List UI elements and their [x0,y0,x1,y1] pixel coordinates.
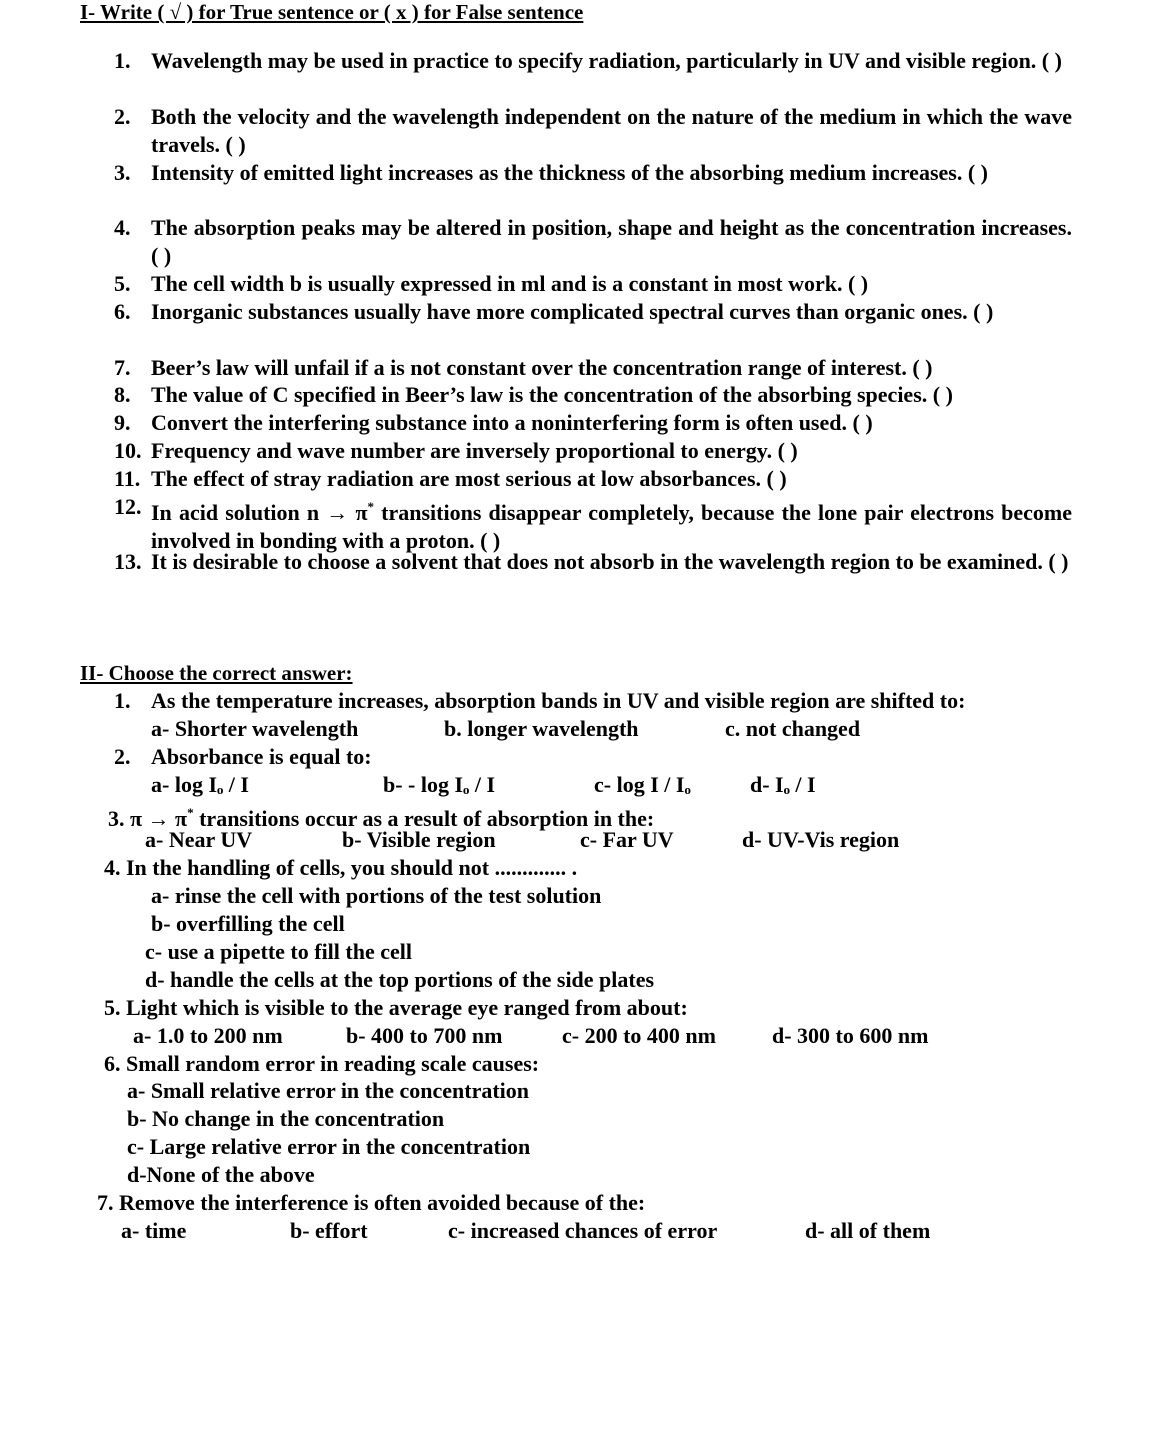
mc-q3-option-d: d- UV-Vis region [742,827,900,852]
tf-item-8: 8. The value of C specified in Beer’s law is the concentration of the absorbing species. ( ) [114,382,953,407]
mc-q7-option-a: a- time [121,1218,187,1243]
tf-item-7: 7. Beer’s law will unfail if a is not constant over the concentration range of interest. ( ) [114,355,933,380]
mc-q6-option-a: a- Small relative error in the concentration [127,1078,530,1103]
mc-q6-text: 6. Small random error in reading scale causes: [104,1051,540,1076]
mc-q4-text: 4. In the handling of cells, you should not ............. . [104,855,578,880]
mc-q3-option-b: b- Visible region [342,827,496,852]
mc-q2-option-d: d- Iₒ / I [750,772,816,797]
mc-q2-option-a: a- log Iₒ / I [151,772,249,797]
mc-q4-option-c: c- use a pipette to fill the cell [145,939,412,964]
tf-item-1: 1. Wavelength may be used in practice to specify radiation, particularly in UV and visible region. ( ) [114,48,1062,73]
mc-q3-text: 3. π → π* transitions occur as a result of absorption in the: [108,805,655,831]
mc-q2-text: Absorbance is equal to: [151,744,372,769]
section2-heading: II- Choose the correct answer: [80,661,353,685]
mc-q1-number: 1. [114,688,131,713]
mc-q5-option-c: c- 200 to 400 nm [562,1023,716,1048]
mc-q2-number: 2. [114,744,131,769]
tf-item-11: 11. The effect of stray radiation are most serious at low absorbances. ( ) [114,466,787,491]
tf-item-13: 13. It is desirable to choose a solvent that does not absorb in the wavelength region to be examined. ( ) [114,549,1069,574]
tf-item-5: 5. The cell width b is usually expressed in ml and is a constant in most work. ( ) [114,271,869,296]
tf-item-3: 3. Intensity of emitted light increases as the thickness of the absorbing medium increases. ( ) [114,160,988,185]
tf-item-12: 12. In acid solution n → π* transitions disappear completely, because the lone pair electrons become involved in bonding with a proton. ( ) [114,494,1073,553]
mc-q3-option-a: a- Near UV [145,827,253,852]
mc-q4-option-a: a- rinse the cell with portions of the test solution [151,883,602,908]
tf-item-10: 10. Frequency and wave number are inversely proportional to energy. ( ) [114,438,798,463]
mc-q6-option-d: d-None of the above [127,1162,315,1187]
mc-q2-option-b: b- - log Iₒ / I [383,772,496,797]
tf-item-2: 2. Both the velocity and the wavelength independent on the nature of the medium in which the wave travels. ( ) [114,104,1072,157]
mc-q5-option-b: b- 400 to 700 nm [346,1023,503,1048]
mc-q6-option-c: c- Large relative error in the concentration [127,1134,531,1159]
mc-q7-option-c: c- increased chances of error [448,1218,718,1243]
mc-q5-text: 5. Light which is visible to the average eye ranged from about: [104,995,688,1020]
mc-q4-option-b: b- overfilling the cell [151,911,345,936]
superscript-star: * [187,805,194,820]
mc-q6-option-b: b- No change in the concentration [127,1106,445,1131]
mc-q1-option-a: a- Shorter wavelength [151,716,359,741]
mc-q7-text: 7. Remove the interference is often avoided because of the: [97,1190,646,1215]
superscript-star: * [367,499,375,514]
mc-q1-option-c: c. not changed [725,716,861,741]
mc-q1-option-b: b. longer wavelength [444,716,639,741]
section1-heading: I- Write ( √ ) for True sentence or ( x ) for False sentence [80,0,584,24]
tf-item-6: 6. Inorganic substances usually have more complicated spectral curves than organic ones. ( ) [114,299,994,324]
mc-q5-option-a: a- 1.0 to 200 nm [133,1023,283,1048]
mc-q7-option-d: d- all of them [805,1218,931,1243]
mc-q5-option-d: d- 300 to 600 nm [772,1023,929,1048]
tf-item-4: 4. The absorption peaks may be altered in position, shape and height as the concentration increases. ( ) [114,215,1072,268]
mc-q7-option-b: b- effort [290,1218,368,1243]
mc-q4-option-d: d- handle the cells at the top portions of the side plates [145,967,655,992]
mc-q1-text: As the temperature increases, absorption bands in UV and visible region are shifted to: [151,688,966,713]
mc-q3-option-c: c- Far UV [580,827,674,852]
tf-item-9: 9. Convert the interfering substance into a noninterfering form is often used. ( ) [114,410,873,435]
mc-q2-option-c: c- log I / Iₒ [594,772,691,797]
